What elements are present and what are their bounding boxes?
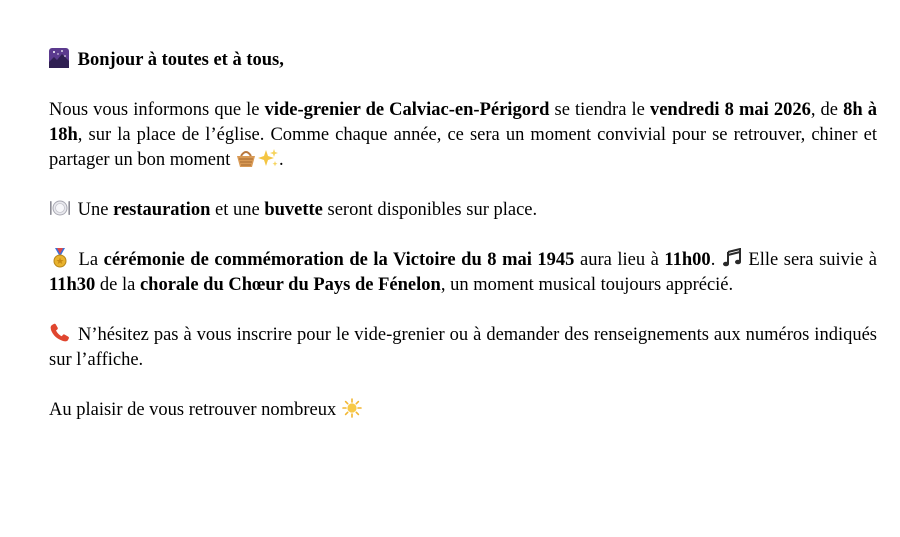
basket-icon (235, 148, 257, 168)
food-text-1: Une (73, 200, 114, 220)
food-buvette: buvette (264, 200, 323, 220)
intro-text-4: , sur la place de l’église. Comme chaque année, ce sera un moment convivial pour se retrouver, chiner et partager un bon moment (49, 125, 877, 170)
food-text-3: seront disponibles sur place. (322, 200, 538, 220)
greeting-text: Bonjour à toutes et à tous, (77, 50, 284, 70)
closing-line (49, 398, 877, 423)
intro-text-3: , de (810, 100, 844, 120)
ceremony-time: 11h00 (664, 250, 711, 270)
plate-icon (49, 198, 71, 218)
ceremony-text-6: , un moment musical toujours apprécié. (440, 275, 734, 295)
phone-icon (49, 323, 71, 343)
event-date: vendredi 8 mai 2026 (649, 100, 811, 120)
ceremony-paragraph (49, 248, 877, 298)
ceremony-text-2: aura lieu à (574, 250, 665, 270)
sparkles-icon (257, 148, 279, 168)
sun-icon (341, 398, 363, 418)
document-body (49, 48, 877, 423)
intro-text-1: Nous vous informons que le (49, 100, 265, 120)
ceremony-text-5: de la (95, 275, 140, 295)
ceremony-text-1: La (73, 250, 104, 270)
contact-text: N’hésitez pas à vous inscrire pour le vide-grenier ou à demander des renseignements aux numéros indiqués sur l’affiche. (49, 325, 877, 370)
medal-icon (49, 248, 71, 268)
choir-name: chorale du Chœur du Pays de Fénelon (139, 275, 441, 295)
ceremony-title: cérémonie de commémoration de la Victoire du 8 mai 1945 (103, 250, 575, 270)
night-sky-icon (49, 48, 71, 68)
event-name: vide-grenier de Calviac-en-Périgord (264, 100, 550, 120)
food-paragraph (49, 198, 877, 223)
contact-paragraph (49, 323, 877, 373)
greeting-line (49, 48, 877, 73)
event-hours: 8h à 18h (49, 100, 878, 145)
intro-text-5: . (278, 150, 284, 170)
choir-time: 11h30 (49, 275, 96, 295)
music-notes-icon (721, 248, 743, 268)
intro-paragraph (49, 98, 877, 173)
ceremony-text-3: . (710, 250, 721, 270)
closing-text: Au plaisir de vous retrouver nombreux (49, 400, 341, 420)
intro-text-2: se tiendra le (549, 100, 650, 120)
food-text-2: et une (210, 200, 265, 220)
ceremony-text-4: Elle sera suivie à (748, 250, 878, 270)
food-restauration: restauration (113, 200, 211, 220)
